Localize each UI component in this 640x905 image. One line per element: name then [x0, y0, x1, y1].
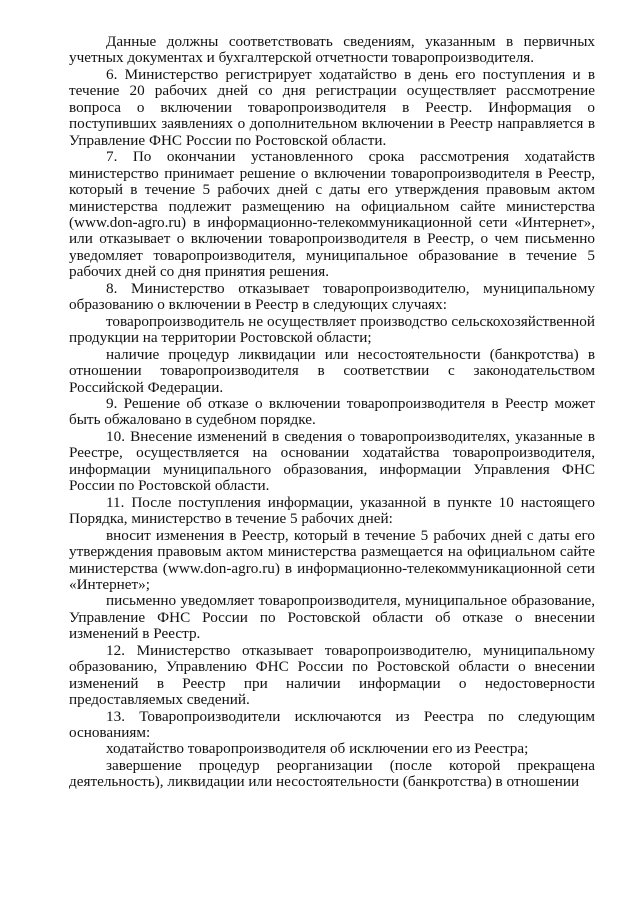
paragraph-item-12: 12. Министерство отказывает товаропроизводителю, муниципальному образованию, Управлению ФНС России по Ростовской области о внесении изменений в Реестр при наличии информации о недостоверности предоставляемых сведений.: [69, 641, 595, 709]
paragraph-item-11: 11. После поступления информации, указанной в пункте 10 настоящего Порядка, министерство в течение 5 рабочих дней:: [69, 493, 595, 528]
paragraph-item-13: 13. Товаропроизводители исключаются из Реестра по следующим основаниям:: [69, 707, 595, 742]
paragraph-item-6: 6. Министерство регистрирует ходатайство в день его поступления и в течение 20 рабочих дней со дня регистрации осуществляет рассмотрение вопроса о включении товаропроизводителя в Реестр. Информация о поступивших заявлениях о дополнительном включении в Реестр направляется в Управление ФНС России по Ростовской области.: [69, 65, 595, 149]
paragraph-item-8-case-2: наличие процедур ликвидации или несостоятельности (банкротства) в отношении товаропроизводителя в соответствии с законодательством Российской Федерации.: [69, 345, 595, 396]
document-page: [69, 34, 595, 791]
paragraph-item-8-case-1: товаропроизводитель не осуществляет производство сельскохозяйственной продукции на территории Ростовской области;: [69, 312, 595, 347]
paragraph-item-11-action-1: вносит изменения в Реестр, который в течение 5 рабочих дней с даты его утверждения правовым актом министерства размещается на официальном сайте министерства (www.don-agro.ru) в информационно-телекоммуникационной сети «Интернет»;: [69, 526, 595, 593]
paragraph-data-requirements: Данные должны соответствовать сведениям, указанным в первичных учетных документах и бухгалтерской отчетности товаропроизводителя.: [69, 33, 595, 67]
paragraph-item-9: 9. Решение об отказе о включении товаропроизводителя в Реестр может быть обжаловано в судебном порядке.: [69, 394, 595, 429]
paragraph-item-13-ground-1: ходатайство товаропроизводителя об исключении его из Реестра;: [106, 740, 529, 758]
paragraph-item-8: 8. Министерство отказывает товаропроизводителю, муниципальному образованию о включении в Реестр в следующих случаях:: [69, 279, 595, 314]
paragraph-item-10: 10. Внесение изменений в сведения о товаропроизводителях, указанные в Реестре, осуществляется на основании ходатайства товаропроизводителя, информации муниципального образования, информации Управления ФНС России по Ростовской области.: [69, 427, 595, 495]
paragraph-item-11-action-2: письменно уведомляет товаропроизводителя, муниципальное образование, Управление ФНС России по Ростовской области об отказе о внесении изменений в Реестр.: [69, 592, 595, 643]
paragraph-item-13-ground-2: завершение процедур реорганизации (после которой прекращена деятельность), ликвидации или несостоятельности (банкротства) в отношении: [69, 756, 595, 791]
paragraph-item-7: 7. По окончании установленного срока рассмотрения ходатайств министерство принимает решение о включении товаропроизводителя в Реестр, который в течение 5 рабочих дней с даты его утверждения правовым актом министерства подлежит размещению на официальном сайте министерства (www.don-agro.ru) в информационно-телекоммуникационной сети «Интернет», или отказывает о включении товаропроизводителя в Реестр, о чем письменно уведомляет товаропроизводителя, муниципальное образование в течение 5 рабочих дней со дня принятия решения.: [69, 148, 595, 281]
